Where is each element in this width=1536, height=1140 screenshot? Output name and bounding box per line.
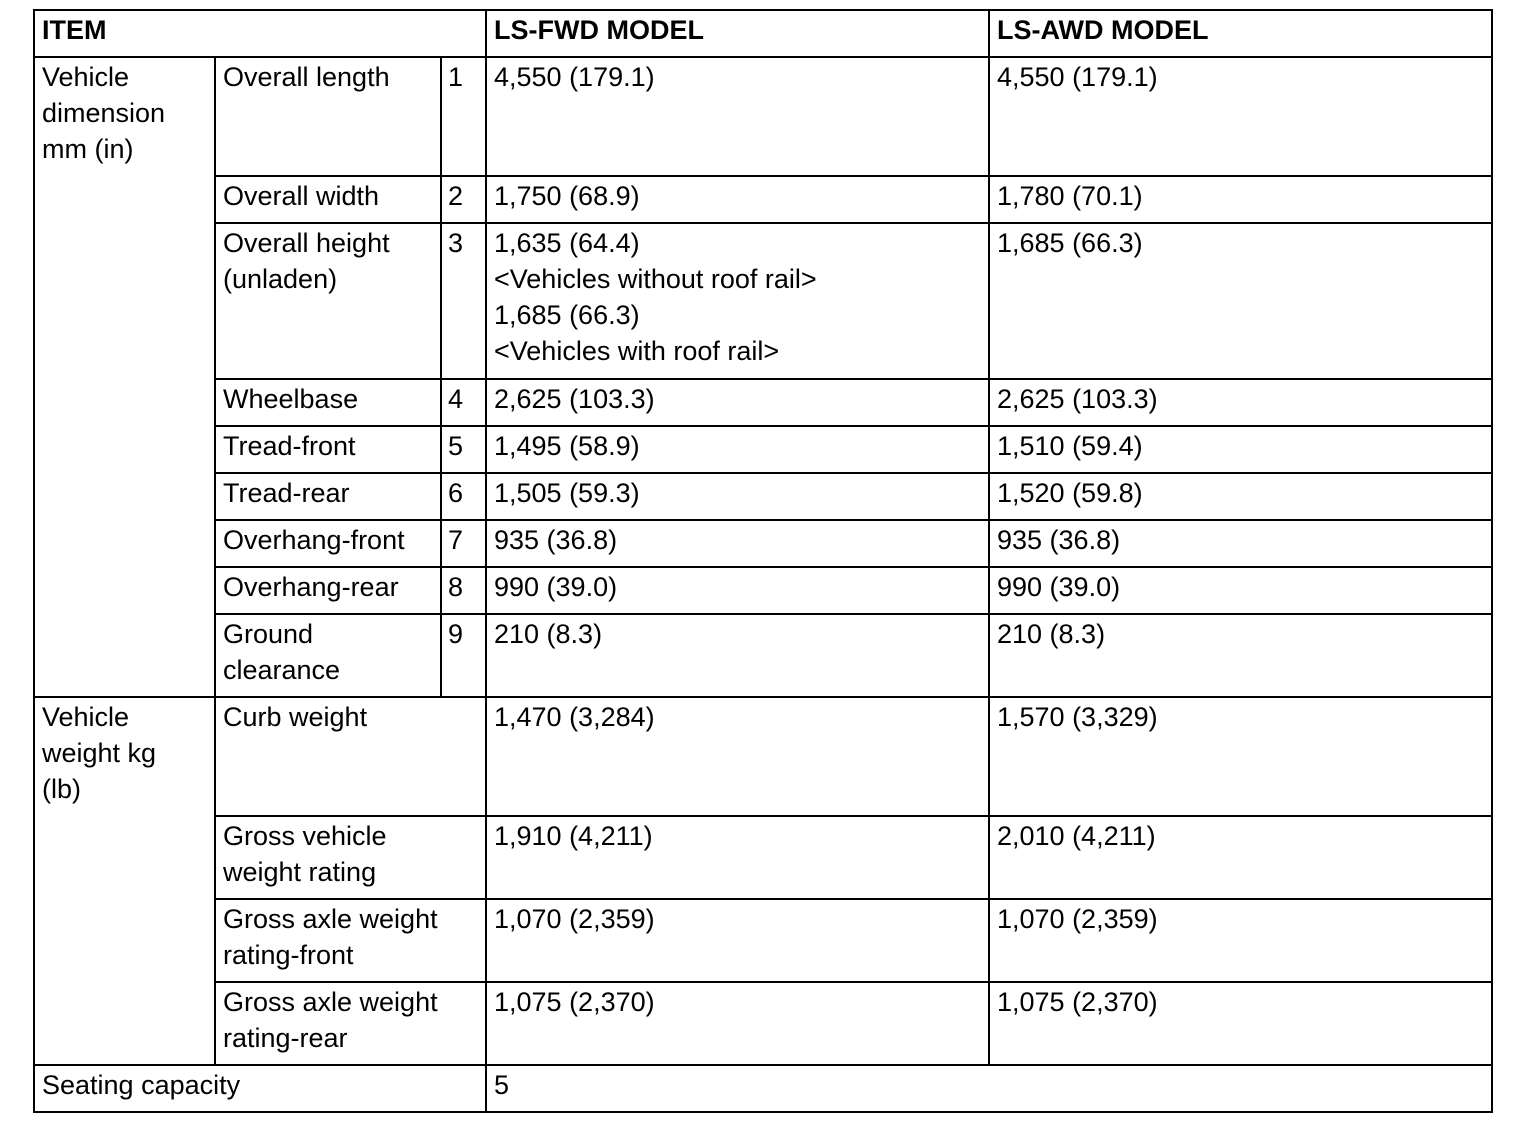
row-label: Tread-front <box>215 426 441 473</box>
row-number: 7 <box>441 520 486 567</box>
header-fwd-model: LS-FWD MODEL <box>486 10 989 57</box>
row-label: Ground clearance <box>215 614 441 697</box>
row-number: 9 <box>441 614 486 697</box>
table-row <box>34 697 1492 816</box>
row-label: Wheelbase <box>215 379 441 426</box>
table-row <box>34 614 1492 697</box>
row-number: 2 <box>441 176 486 223</box>
fwd-value: 4,550 (179.1) <box>486 57 989 176</box>
awd-value: 2,010 (4,211) <box>989 816 1492 899</box>
awd-value: 2,625 (103.3) <box>989 379 1492 426</box>
row-label: Overhang-rear <box>215 567 441 614</box>
awd-value: 935 (36.8) <box>989 520 1492 567</box>
row-number: 5 <box>441 426 486 473</box>
table-row <box>34 57 1492 176</box>
fwd-value: 990 (39.0) <box>486 567 989 614</box>
row-label: Curb weight <box>215 697 486 816</box>
awd-value: 1,075 (2,370) <box>989 982 1492 1065</box>
table-row <box>34 567 1492 614</box>
table-row <box>34 223 1492 379</box>
fwd-value: 1,470 (3,284) <box>486 697 989 816</box>
row-label: Gross axle weight rating-rear <box>215 982 486 1065</box>
row-label: Gross vehicle weight rating <box>215 816 486 899</box>
fwd-value: 210 (8.3) <box>486 614 989 697</box>
fwd-value: 1,910 (4,211) <box>486 816 989 899</box>
table-row <box>34 899 1492 982</box>
row-label: Overall width <box>215 176 441 223</box>
awd-value: 1,520 (59.8) <box>989 473 1492 520</box>
header-awd-model: LS-AWD MODEL <box>989 10 1492 57</box>
awd-value: 4,550 (179.1) <box>989 57 1492 176</box>
row-label: Overall length <box>215 57 441 176</box>
row-label: Tread-rear <box>215 473 441 520</box>
row-number: 3 <box>441 223 486 379</box>
row-number: 4 <box>441 379 486 426</box>
fwd-value: 2,625 (103.3) <box>486 379 989 426</box>
row-label: Gross axle weight rating-front <box>215 899 486 982</box>
table-row <box>34 520 1492 567</box>
row-number: 1 <box>441 57 486 176</box>
table-row <box>34 473 1492 520</box>
row-label: Overhang-front <box>215 520 441 567</box>
awd-value: 1,510 (59.4) <box>989 426 1492 473</box>
fwd-value: 1,075 (2,370) <box>486 982 989 1065</box>
awd-value: 210 (8.3) <box>989 614 1492 697</box>
awd-value: 990 (39.0) <box>989 567 1492 614</box>
table-row <box>34 816 1492 899</box>
row-label: Overall height (unladen) <box>215 223 441 379</box>
table-row <box>34 982 1492 1065</box>
row-number: 6 <box>441 473 486 520</box>
table-row <box>34 426 1492 473</box>
fwd-value: 1,505 (59.3) <box>486 473 989 520</box>
row-number: 8 <box>441 567 486 614</box>
group-label-dimension: Vehicle dimension mm (in) <box>34 57 215 697</box>
table-row <box>34 176 1492 223</box>
awd-value: 1,780 (70.1) <box>989 176 1492 223</box>
fwd-value: 1,635 (64.4) <Vehicles without roof rail> 1,685 (66.3) <Vehicles with roof rail> <box>486 223 989 379</box>
awd-value: 1,070 (2,359) <box>989 899 1492 982</box>
fwd-value: 1,495 (58.9) <box>486 426 989 473</box>
awd-value: 1,570 (3,329) <box>989 697 1492 816</box>
fwd-value: 1,750 (68.9) <box>486 176 989 223</box>
header-item: ITEM <box>34 10 486 57</box>
group-label-weight: Vehicle weight kg (lb) <box>34 697 215 1065</box>
fwd-value: 935 (36.8) <box>486 520 989 567</box>
seating-capacity-label: Seating capacity <box>34 1065 486 1112</box>
seating-row <box>34 1065 1492 1112</box>
header-row <box>34 10 1492 57</box>
spec-table <box>33 9 1493 1113</box>
table-row <box>34 379 1492 426</box>
seating-capacity-value: 5 <box>486 1065 1492 1112</box>
awd-value: 1,685 (66.3) <box>989 223 1492 379</box>
fwd-value: 1,070 (2,359) <box>486 899 989 982</box>
